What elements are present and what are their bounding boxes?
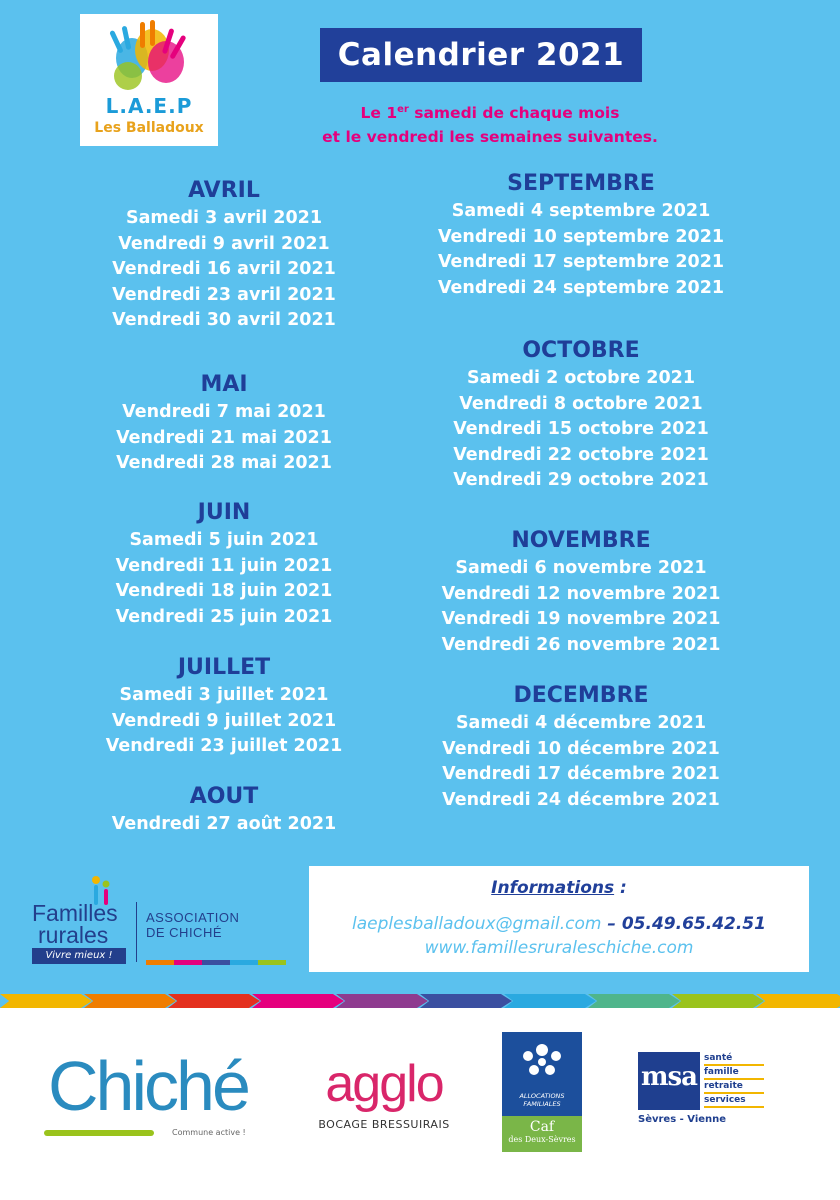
msa-line: famille xyxy=(704,1066,764,1080)
date-item: Vendredi 8 octobre 2021 xyxy=(459,393,703,414)
date-item: Vendredi 11 juin 2021 xyxy=(115,555,333,576)
date-item: Vendredi 18 juin 2021 xyxy=(115,581,333,601)
msa-logo xyxy=(638,1052,768,1132)
month-name: DECEMBRE xyxy=(513,683,649,708)
logo-divider xyxy=(136,902,137,962)
subtitle-line-2: et le vendredi les semaines suivantes. xyxy=(322,128,658,147)
date-item: Vendredi 9 juillet 2021 xyxy=(111,710,337,731)
date-item: Vendredi 21 mai 2021 xyxy=(116,427,332,448)
chiche-underline xyxy=(44,1130,154,1136)
msa-box xyxy=(638,1052,700,1110)
msa-line: services xyxy=(704,1094,764,1108)
date-item: Vendredi 22 octobre 2021 xyxy=(453,444,709,465)
subtitle-prefix: Le 1 xyxy=(360,104,398,123)
msa-line: retraite xyxy=(704,1080,764,1094)
date-item: Vendredi 25 juin 2021 xyxy=(115,606,333,627)
website-link[interactable]: www.famillesruraleschiche.com xyxy=(424,938,694,958)
email-link[interactable]: laeplesballadoux@gmail.com xyxy=(352,914,602,934)
hands-icon xyxy=(102,20,196,96)
rainbow-arrow xyxy=(168,994,260,1008)
rainbow-arrow xyxy=(336,994,428,1008)
caf-name: Caf xyxy=(529,1119,555,1135)
familles-rurales-logo xyxy=(30,872,290,972)
caf-label-line-1: ALLOCATIONS xyxy=(519,1092,565,1100)
date-item: Samedi 3 avril 2021 xyxy=(125,208,323,228)
caf-logo-bottom xyxy=(502,1116,582,1152)
familles-rurales-wordmark xyxy=(32,902,118,946)
title-banner xyxy=(320,28,642,82)
month-block-aout xyxy=(84,784,364,838)
date-item: Vendredi 24 septembre 2021 xyxy=(437,277,725,298)
month-name: JUILLET xyxy=(177,655,271,680)
rurales-line: rurales xyxy=(38,922,109,948)
msa-line: santé xyxy=(704,1052,764,1066)
chiche-logo xyxy=(44,1046,270,1146)
msa-lines xyxy=(704,1052,764,1108)
month-name: JUIN xyxy=(197,500,251,525)
date-item: Vendredi 23 avril 2021 xyxy=(112,284,336,305)
date-item: Vendredi 7 mai 2021 xyxy=(122,402,326,422)
subtitle-line-1 xyxy=(240,98,740,125)
footer xyxy=(0,1008,840,1200)
rainbow-arrow xyxy=(0,994,92,1008)
month-name: OCTOBRE xyxy=(522,338,640,363)
month-name: AVRIL xyxy=(188,178,260,203)
page-title: Calendrier 2021 xyxy=(337,37,625,73)
association-label xyxy=(146,910,239,940)
month-name: MAI xyxy=(200,372,248,397)
info-box xyxy=(309,866,809,972)
date-item: Vendredi 17 septembre 2021 xyxy=(437,252,725,272)
caf-label-line-2: FAMILIALES xyxy=(523,1100,561,1108)
color-bar xyxy=(146,960,286,965)
rainbow-arrow xyxy=(84,994,176,1008)
date-item: Vendredi 16 avril 2021 xyxy=(112,259,336,279)
month-name: NOVEMBRE xyxy=(511,528,651,553)
caf-logo xyxy=(502,1032,582,1152)
rainbow-band xyxy=(0,994,840,1008)
agglo-tagline: BOCAGE BRESSUIRAIS xyxy=(318,1118,450,1131)
agglo-wordmark: agglo xyxy=(325,1055,443,1113)
agglo-logo xyxy=(316,1048,452,1138)
familles-line: Familles xyxy=(32,900,118,926)
date-item: Vendredi 10 décembre 2021 xyxy=(442,738,720,759)
caf-logo-top xyxy=(502,1032,582,1116)
date-item: Vendredi 26 novembre 2021 xyxy=(441,634,721,655)
rainbow-arrow xyxy=(420,994,512,1008)
month-block-avril xyxy=(84,178,364,334)
date-item: Samedi 6 novembre 2021 xyxy=(455,558,707,578)
msa-region: Sèvres - Vienne xyxy=(638,1114,727,1125)
date-item: Vendredi 27 août 2021 xyxy=(111,814,337,834)
chiche-tagline: Commune active ! xyxy=(172,1128,246,1137)
date-item: Vendredi 17 décembre 2021 xyxy=(442,764,720,784)
laep-logo-subname: Les Balladoux xyxy=(94,120,204,136)
rainbow-arrow xyxy=(756,994,840,1008)
date-item: Vendredi 28 mai 2021 xyxy=(116,453,332,473)
date-item: Vendredi 9 avril 2021 xyxy=(118,233,330,254)
date-item: Vendredi 29 octobre 2021 xyxy=(453,470,709,490)
msa-wordmark: msa xyxy=(641,1062,697,1092)
family-emblem-icon xyxy=(502,1032,582,1092)
month-block-octobre xyxy=(421,338,741,494)
month-name: AOUT xyxy=(189,784,259,809)
familles-slogan: Vivre mieux ! xyxy=(32,948,126,964)
contact-separator: – xyxy=(601,914,622,934)
info-contact-line xyxy=(309,914,809,934)
association-line-2: DE CHICHÉ xyxy=(146,925,223,940)
date-item: Vendredi 23 juillet 2021 xyxy=(105,736,343,756)
chiche-wordmark: Chiché xyxy=(48,1047,248,1125)
caf-label xyxy=(502,1092,582,1108)
rainbow-arrow xyxy=(504,994,596,1008)
info-title xyxy=(309,878,809,898)
rainbow-arrow xyxy=(588,994,680,1008)
month-block-novembre xyxy=(421,528,741,658)
date-item: Samedi 4 septembre 2021 xyxy=(451,201,711,221)
month-block-juillet xyxy=(84,655,364,760)
subtitle-superscript: er xyxy=(397,104,409,115)
date-item: Samedi 3 juillet 2021 xyxy=(119,685,329,705)
date-item: Samedi 4 décembre 2021 xyxy=(455,713,707,733)
date-item: Vendredi 12 novembre 2021 xyxy=(441,583,721,604)
date-item: Vendredi 15 octobre 2021 xyxy=(453,419,709,439)
subtitle xyxy=(240,98,740,149)
date-item: Vendredi 10 septembre 2021 xyxy=(437,226,725,247)
month-block-juin xyxy=(84,500,364,630)
month-block-decembre xyxy=(421,683,741,813)
date-item: Samedi 5 juin 2021 xyxy=(129,530,319,550)
date-item: Samedi 2 octobre 2021 xyxy=(466,368,695,388)
phone-number: 05.49.65.42.51 xyxy=(621,914,766,934)
laep-logo-name: L.A.E.P xyxy=(105,94,193,118)
rainbow-arrow xyxy=(252,994,344,1008)
rainbow-arrow xyxy=(672,994,764,1008)
info-title-colon: : xyxy=(614,878,627,898)
caf-region: des Deux-Sèvres xyxy=(508,1135,576,1144)
date-item: Vendredi 19 novembre 2021 xyxy=(441,609,721,629)
month-block-mai xyxy=(84,372,364,477)
date-item: Vendredi 30 avril 2021 xyxy=(112,310,336,330)
laep-logo xyxy=(80,14,218,146)
subtitle-suffix: samedi de chaque mois xyxy=(408,104,620,123)
month-block-septembre xyxy=(421,171,741,301)
info-title-text: Informations xyxy=(491,878,615,898)
association-line-1: ASSOCIATION xyxy=(146,910,240,925)
date-item: Vendredi 24 décembre 2021 xyxy=(442,789,720,810)
month-name: SEPTEMBRE xyxy=(507,171,655,196)
